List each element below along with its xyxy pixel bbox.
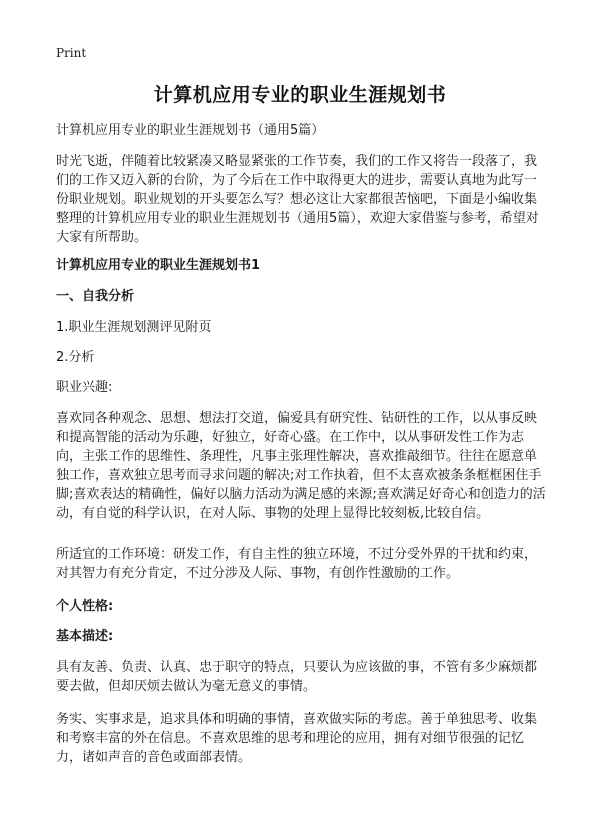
- intro-paragraph: 时光飞逝，伴随着比较紧凑又略显紧张的工作节奏，我们的工作又将告一段落了，我们的工作又迈入新的台阶，为了今后在工作中取得更大的进步，需要认真地为此写一份职业规划。职业规划的开头要怎么写？想必这让大家都很苦恼吧，下面是小编收集整理的计算机应用专业的职业生涯规划书（通用5篇），欢迎大家借鉴与参考，希望对大家有所帮助。: [56, 154, 539, 245]
- list-item-analysis: 2.分析: [56, 350, 95, 365]
- basic-description-paragraph: 具有友善、负责、认真、忠于职守的特点，只要认为应该做的事，不管有多少麻烦都要去做，但却厌烦去做认为毫无意义的事情。: [56, 660, 538, 694]
- interest-label: 职业兴趣:: [56, 380, 113, 395]
- print-link[interactable]: Print: [56, 46, 87, 60]
- page-title: 计算机应用专业的职业生涯规划书: [153, 84, 447, 106]
- practical-paragraph: 务实、实事求是，追求具体和明确的事情，喜欢做实际的考虑。善于单独思考、收集和考察丰富的外在信息。不喜欢思维的思考和理论的应用，拥有对细节很强的记忆力，诸如声音的音色或面部表情。: [56, 712, 538, 765]
- basic-description-heading: 基本描述:: [56, 629, 114, 644]
- section-heading: 计算机应用专业的职业生涯规划书1: [56, 258, 261, 273]
- environment-paragraph: 所适宜的工作环境：研发工作，有自主性的独立环境，不过分受外界的干扰和约束，对其智力有充分肯定，不过分涉及人际、事物，有创作性激励的工作。: [56, 547, 538, 581]
- interest-paragraph: 喜欢同各种观念、思想、想法打交道，偏爱具有研究性、钻研性的工作，以从事反映和提高智能的活动为乐趣，好独立，好奇心盛。在工作中，以从事研发性工作为志向，主张工作的思维性、条理性，凡事主张理性解决，喜欢推敲细节。往往在愿意单独工作，喜欢独立思考而寻求问题的解决;对工作执着，但不太喜欢被条条框框困住手脚;喜欢表达的精确性，偏好以脑力活动为满足感的来源;喜欢满足好奇心和创造力的活动，有自觉的科学认识，在对人际、事物的处理上显得比较刻板,比较自信。: [56, 411, 546, 521]
- personality-heading: 个人性格:: [56, 599, 114, 614]
- document-subtitle: 计算机应用专业的职业生涯规划书（通用5篇）: [56, 123, 325, 138]
- self-analysis-heading: 一、自我分析: [56, 289, 135, 304]
- list-item-assessment: 1.职业生涯规划测评见附页: [56, 320, 212, 335]
